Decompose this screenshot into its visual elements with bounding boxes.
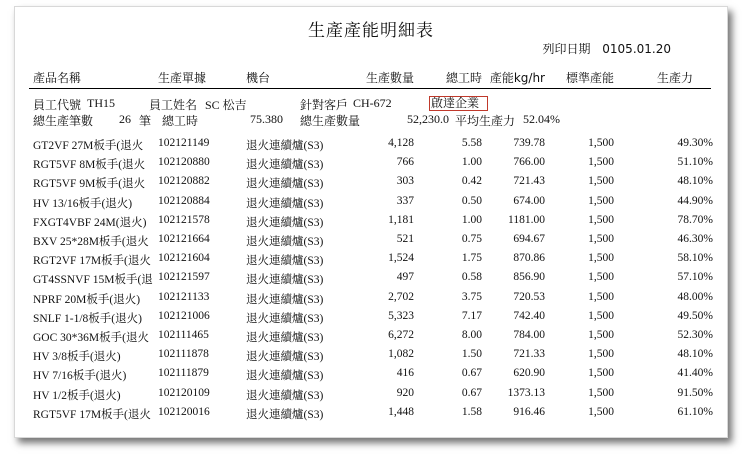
header-rule xyxy=(29,88,711,89)
work-hours: 0.75 xyxy=(461,233,482,245)
table-row xyxy=(15,406,727,424)
total-qty-label: 總生產數量 xyxy=(300,114,361,128)
machine-name: 退火連續爐(S3) xyxy=(246,293,324,306)
total-hours-label: 總工時 xyxy=(162,114,199,128)
work-hours: 1.75 xyxy=(461,252,482,265)
productivity-percent: 61.10% xyxy=(677,405,713,418)
order-number: 102111465 xyxy=(158,329,209,341)
order-number: 102121133 xyxy=(158,290,210,303)
standard-capacity: 1,500 xyxy=(588,405,614,418)
work-hours: 1.58 xyxy=(461,405,482,418)
order-number: 102120109 xyxy=(158,386,210,399)
order-number: 102120016 xyxy=(158,405,210,418)
product-name: GT2VF 27M板手(退火 xyxy=(33,140,144,152)
capacity-kg-hr: 721.33 xyxy=(513,348,545,361)
quantity: 521 xyxy=(396,233,414,245)
work-hours: 3.75 xyxy=(461,290,482,303)
print-date xyxy=(542,40,671,57)
machine-name: 退火連續爐(S3) xyxy=(246,408,324,421)
productivity-percent: 48.10% xyxy=(677,348,713,361)
standard-capacity: 1,500 xyxy=(588,367,614,380)
table-row xyxy=(15,156,727,174)
table-row xyxy=(15,310,727,328)
product-name: BXV 25*28M板手(退火 xyxy=(33,236,149,248)
product-name: RGT5VF 9M板手(退火 xyxy=(33,178,146,191)
table-row xyxy=(15,233,727,251)
header-hours: 總工時 xyxy=(445,71,482,85)
standard-capacity: 1,500 xyxy=(588,252,614,265)
standard-capacity: 1,500 xyxy=(588,213,614,226)
quantity: 337 xyxy=(396,194,414,207)
header-qty: 生產數量 xyxy=(365,71,414,85)
product-name: RGT2VF 17M板手(退火 xyxy=(33,255,151,268)
header-machine: 機台 xyxy=(246,71,271,85)
standard-capacity: 1,500 xyxy=(588,194,614,207)
table-row xyxy=(15,137,727,155)
productivity-percent: 49.50% xyxy=(677,309,713,322)
quantity: 4,128 xyxy=(388,137,414,149)
table-row xyxy=(15,252,727,270)
quantity: 766 xyxy=(396,156,414,169)
standard-capacity: 1,500 xyxy=(588,233,614,245)
total-hours: 75.380 xyxy=(250,112,283,126)
standard-capacity: 1,500 xyxy=(588,348,614,361)
machine-name: 退火連續爐(S3) xyxy=(246,140,324,152)
product-name: FXGT4VBF 24M(退火) xyxy=(33,216,147,229)
emp-name: SC 松吉 xyxy=(205,98,247,112)
total-count: 26 xyxy=(119,112,131,126)
order-number: 102120882 xyxy=(158,175,210,188)
work-hours: 0.67 xyxy=(461,367,482,380)
capacity-kg-hr: 620.90 xyxy=(513,367,545,380)
table-row xyxy=(15,367,727,385)
machine-name: 退火連續爐(S3) xyxy=(246,236,324,248)
table-row xyxy=(15,329,727,347)
order-number: 102121664 xyxy=(158,233,210,245)
print-date-label: 列印日期 xyxy=(542,42,591,56)
report-title: 生產產能明細表 xyxy=(308,21,434,41)
capacity-kg-hr: 721.43 xyxy=(513,175,545,188)
work-hours: 7.17 xyxy=(461,309,482,322)
count-unit: 筆 xyxy=(139,114,152,128)
emp-code-label: 員工代號 xyxy=(33,98,82,112)
standard-capacity: 1,500 xyxy=(588,329,614,341)
order-number: 102111879 xyxy=(158,367,209,380)
order-number: 102120884 xyxy=(158,194,210,207)
productivity-percent: 48.00% xyxy=(677,290,713,303)
order-number: 102121149 xyxy=(158,137,210,149)
capacity-kg-hr: 766.00 xyxy=(513,156,545,169)
product-name: RGT5VF 8M板手(退火 xyxy=(33,159,146,172)
productivity-percent: 44.90% xyxy=(677,194,713,207)
product-name: GT4SSNVF 15M板手(退 xyxy=(33,274,153,287)
machine-name: 退火連續爐(S3) xyxy=(246,159,324,172)
capacity-kg-hr: 856.90 xyxy=(513,271,545,284)
standard-capacity: 1,500 xyxy=(588,271,614,284)
quantity: 416 xyxy=(396,367,414,380)
machine-name: 退火連續爐(S3) xyxy=(246,312,324,325)
total-qty: 52,230.0 xyxy=(407,112,449,126)
productivity-percent: 57.10% xyxy=(677,271,713,284)
table-row xyxy=(15,291,727,309)
avg-productivity: 52.04% xyxy=(523,112,560,126)
capacity-kg-hr: 674.00 xyxy=(513,194,545,207)
quantity: 920 xyxy=(396,386,414,399)
work-hours: 0.67 xyxy=(461,386,482,399)
machine-name: 退火連續爐(S3) xyxy=(246,197,324,210)
capacity-kg-hr: 784.00 xyxy=(513,329,545,341)
standard-capacity: 1,500 xyxy=(588,309,614,322)
quantity: 1,524 xyxy=(388,252,414,265)
productivity-percent: 51.10% xyxy=(677,156,713,169)
customer-code: CH-672 xyxy=(353,96,392,110)
machine-name: 退火連續爐(S3) xyxy=(246,332,324,344)
quantity: 497 xyxy=(396,271,414,284)
productivity-percent: 52.30% xyxy=(677,329,713,341)
machine-name: 退火連續爐(S3) xyxy=(246,255,324,268)
order-number: 102121006 xyxy=(158,309,210,322)
productivity-percent: 48.10% xyxy=(677,175,713,188)
order-number: 102121604 xyxy=(158,252,210,265)
total-count-label: 總生產筆數 xyxy=(33,114,94,128)
standard-capacity: 1,500 xyxy=(588,156,614,169)
work-hours: 0.58 xyxy=(461,271,482,284)
machine-name: 退火連續爐(S3) xyxy=(246,178,324,191)
productivity-percent: 41.40% xyxy=(677,367,713,380)
capacity-kg-hr: 720.53 xyxy=(513,290,545,303)
product-name: SNLF 1-1/8板手(退火) xyxy=(33,312,142,325)
order-number: 102121578 xyxy=(158,213,210,226)
standard-capacity: 1,500 xyxy=(588,175,614,188)
avg-productivity-label: 平均生產力 xyxy=(455,114,516,128)
quantity: 303 xyxy=(396,175,414,188)
work-hours: 0.42 xyxy=(461,175,482,188)
machine-name: 退火連續爐(S3) xyxy=(246,216,324,229)
productivity-percent: 46.30% xyxy=(677,233,713,245)
customer-name: 啟達企業 xyxy=(429,96,488,111)
work-hours: 1.50 xyxy=(461,348,482,361)
header-std-capacity: 標準產能 xyxy=(565,71,614,85)
product-name: RGT5VF 17M板手(退火 xyxy=(33,408,151,421)
standard-capacity: 1,500 xyxy=(588,137,614,149)
capacity-kg-hr: 870.86 xyxy=(513,252,545,265)
customer-label: 針對客戶 xyxy=(300,98,349,112)
productivity-percent: 58.10% xyxy=(677,252,713,265)
product-name: HV 3/8板手(退火) xyxy=(33,351,121,364)
machine-name: 退火連續爐(S3) xyxy=(246,389,324,402)
product-name: HV 13/16板手(退火) xyxy=(33,197,133,210)
order-number: 102111878 xyxy=(158,348,209,361)
capacity-kg-hr: 694.67 xyxy=(513,233,545,245)
table-row xyxy=(15,175,727,193)
header-product: 產品名稱 xyxy=(33,71,82,85)
table-row xyxy=(15,195,727,213)
machine-name: 退火連續爐(S3) xyxy=(246,370,324,383)
standard-capacity: 1,500 xyxy=(588,386,614,399)
table-row xyxy=(15,348,727,366)
product-name: HV 1/2板手(退火) xyxy=(33,389,121,402)
work-hours: 8.00 xyxy=(461,329,482,341)
work-hours: 1.00 xyxy=(461,156,482,169)
table-row xyxy=(15,214,727,232)
product-name: HV 7/16板手(退火) xyxy=(33,370,127,383)
quantity: 5,323 xyxy=(388,309,414,322)
header-capacity: 產能kg/hr xyxy=(489,71,545,85)
quantity: 1,082 xyxy=(388,348,414,361)
productivity-percent: 91.50% xyxy=(677,386,713,399)
machine-name: 退火連續爐(S3) xyxy=(246,351,324,364)
quantity: 1,448 xyxy=(388,405,414,418)
capacity-kg-hr: 1373.13 xyxy=(507,386,545,399)
productivity-percent: 78.70% xyxy=(677,213,713,226)
work-hours: 5.58 xyxy=(461,137,482,149)
capacity-kg-hr: 739.78 xyxy=(513,137,545,149)
capacity-kg-hr: 916.46 xyxy=(513,405,545,418)
report-sheet xyxy=(14,6,728,438)
quantity: 2,702 xyxy=(388,290,414,303)
work-hours: 1.00 xyxy=(461,213,482,226)
capacity-kg-hr: 742.40 xyxy=(513,309,545,322)
work-hours: 0.50 xyxy=(461,194,482,207)
standard-capacity: 1,500 xyxy=(588,290,614,303)
machine-name: 退火連續爐(S3) xyxy=(246,274,324,287)
productivity-percent: 49.30% xyxy=(677,137,713,149)
order-number: 102120880 xyxy=(158,156,210,169)
order-number: 102121597 xyxy=(158,271,210,284)
header-productivity: 生產力 xyxy=(656,71,693,85)
product-name: GOC 30*36M板手(退火 xyxy=(33,332,149,344)
print-date-value: 0105.01.20 xyxy=(602,42,671,56)
emp-name-label: 員工姓名 xyxy=(149,98,198,112)
table-row xyxy=(15,271,727,289)
capacity-kg-hr: 1181.00 xyxy=(508,213,545,226)
product-name: NPRF 20M板手(退火) xyxy=(33,293,141,306)
table-row xyxy=(15,387,727,405)
header-order-no: 生產單據 xyxy=(158,71,207,85)
emp-code: TH15 xyxy=(87,96,115,110)
quantity: 1,181 xyxy=(388,213,414,226)
quantity: 6,272 xyxy=(388,329,414,341)
